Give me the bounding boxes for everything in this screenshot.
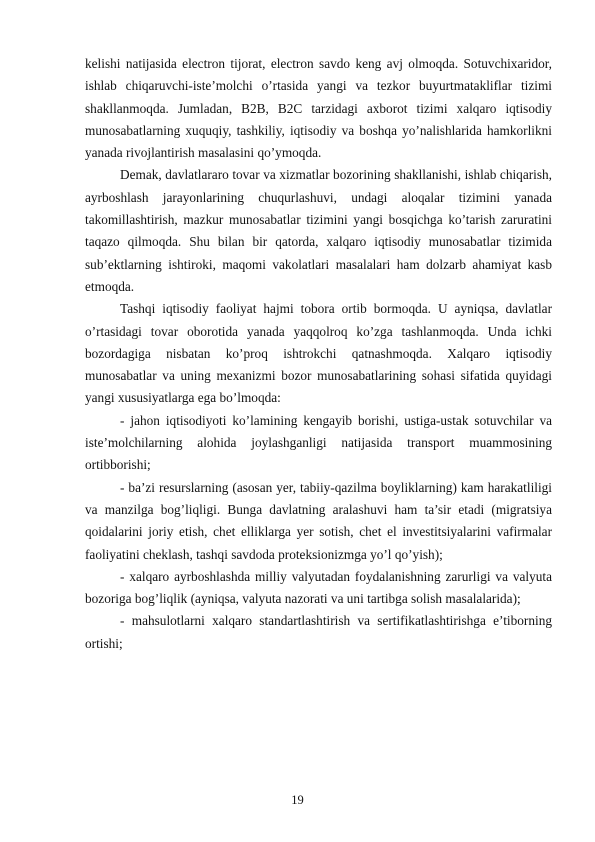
paragraph-4: - jahon iqtisodiyoti ko’lamining kengayib borishi, ustiga-ustak sotuvchilar va iste’molchilarning alohida joylashganligi natijasida transport muammosining ortibborishi; bbox=[85, 412, 552, 473]
page-number: 19 bbox=[291, 793, 304, 807]
paragraph-7: - mahsulotlarni xalqaro standartlashtirish va sertifikatlashtirishga e’tiborning ortishi; bbox=[85, 613, 552, 651]
paragraph-1: kelishi natijasida electron tijorat, electron savdo keng avj olmoqda. Sotuvchixaridor, ishlab chiqaruvchi-iste’molchi o’rtasida yangi va tezkor buyurtmatakliflar tizimi shakllanmoqda. Jumladan, B2B, B2C tarzidagi axborot tizimi xalqaro iqtisodiy munosabatlarning xuquqiy, tashkiliy, iqtisodiy va boshqa yo’nalishlarida hamkorlikni yanada rivojlantirish masalasini qo’ymoqda. bbox=[85, 56, 552, 161]
body-text bbox=[85, 53, 552, 655]
paragraph-3: Tashqi iqtisodiy faoliyat hajmi tobora ortib bormoqda. U ayniqsa, davlatlar o’rtasidagi tovar oborotida yanada yaqqolroq ko’zga tashlanmoqda. Unda ichki bozordagiga nisbatan ko’proq ishtrokchi qatnashmoqda. Xalqaro iqtisodiy munosabatlar va uning mexanizmi bozor munosabatlarining sohasi sifatida quyidagi yangi xususiyatlarga ega bo’lmoqda: bbox=[85, 301, 552, 406]
paragraph-2: Demak, davlatlararo tovar va xizmatlar bozorining shakllanishi, ishlab chiqarish, ayrboshlash jarayonlarining chuqurlashuvi, undagi aloqalar tizimini yanada takomillashtirish, mazkur munosabatlar tizimini yangi bosqichga ko’tarish zaruratini taqazo qilmoqda. Shu bilan bir qatorda, xalqaro iqtisodiy munosabatlar tizimida sub’ektlarning ishtiroki, maqomi vakolatlari masalalari ham dolzarb ahamiyat kasb etmoqda. bbox=[85, 167, 552, 294]
paragraph-5: - ba’zi resurslarning (asosan yer, tabiiy-qazilma boyliklarning) kam harakatliligi va manzilga bog’liqligi. Bunga davlatning aralashuvi ham ta’sir etadi (migratsiya qoidalarini joriy etish, chet elliklarga yer sotish, chet el investitsiyalarini vafirmalar faoliyatini cheklash, tashqi savdoda proteksionizmga yo’l qo’yish); bbox=[85, 479, 552, 562]
paragraph-6: - xalqaro ayrboshlashda milliy valyutadan foydalanishning zarurligi va valyuta bozoriga bog’liqlik (ayniqsa, valyuta nazorati va uni tartibga solish masalalarida); bbox=[85, 568, 552, 607]
